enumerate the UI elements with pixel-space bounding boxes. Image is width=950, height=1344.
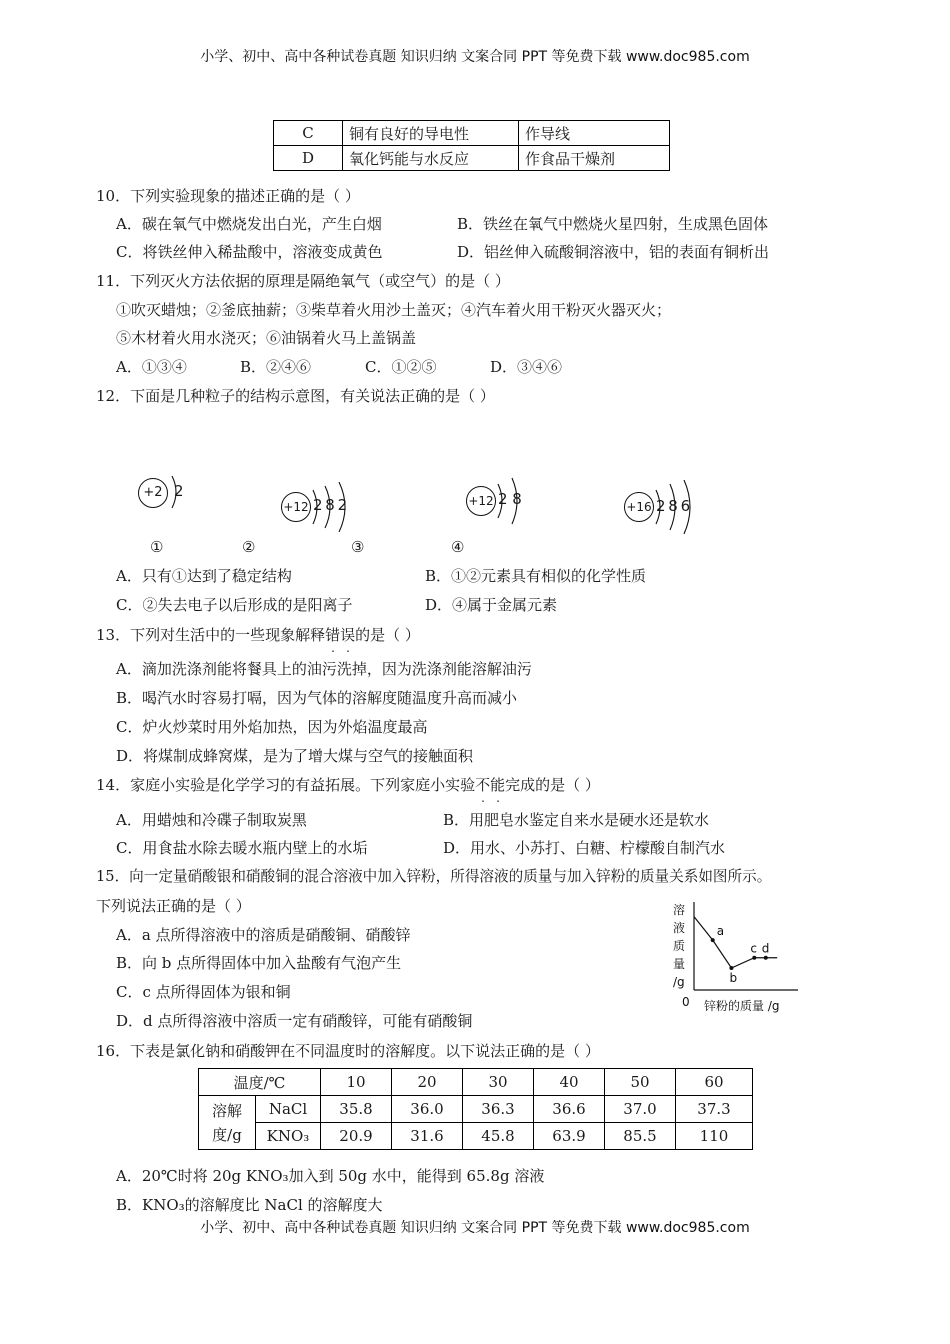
table-cell: 36.3	[463, 1096, 534, 1123]
data-point-d	[764, 956, 768, 960]
q10-option-a: A．碳在氧气中燃烧发出白光，产生白烟	[116, 215, 382, 233]
solubility-label: 溶解度/g	[199, 1096, 256, 1150]
q14-stem-text: 14．家庭小实验是化学学习的有益拓展。下列家庭小实验	[96, 776, 476, 794]
q13-option-c: C．炉火炒菜时用外焰加热，因为外焰温度最高	[116, 718, 428, 736]
x-axis-label: 锌粉的质量 /g	[704, 999, 780, 1013]
table-cell: 60	[676, 1069, 753, 1096]
table-cell: 63.9	[534, 1123, 605, 1150]
table-cell: 作导线	[519, 121, 670, 146]
q14-option-d: D．用水、小苏打、白糖、柠檬酸自制汽水	[443, 839, 726, 857]
table-cell: 10	[321, 1069, 392, 1096]
point-label-b: b	[729, 971, 738, 985]
table-cell: 45.8	[463, 1123, 534, 1150]
table-cell: NaCl	[256, 1096, 321, 1123]
table-cell: 铜有良好的导电性	[343, 121, 519, 146]
emphasis-char: 误	[340, 626, 356, 644]
q14-stem-text: 完成的是（ ）	[505, 776, 600, 794]
q15-stem-line1: 15．向一定量硝酸银和硝酸铜的混合溶液中加入锌粉，所得溶液的质量与加入锌粉的质量关系如图所示。	[96, 868, 772, 885]
table-cell: 35.8	[321, 1096, 392, 1123]
q12-option-a: A．只有①达到了稳定结构	[116, 567, 292, 585]
y-axis-label-char: 液	[673, 921, 686, 935]
q14-option-b: B．用肥皂水鉴定自来水是硬水还是软水	[443, 811, 710, 829]
table-row	[199, 1123, 753, 1150]
point-label-a: a	[716, 924, 725, 939]
nucleus: +12	[466, 486, 496, 516]
table-cell: 50	[605, 1069, 676, 1096]
table-cell: 作食品干燥剂	[519, 146, 670, 171]
table-cell: C	[274, 121, 343, 146]
q13-option-b: B．喝汽水时容易打嗝，因为气体的溶解度随温度升高而减小	[116, 689, 518, 707]
particle-label-4: ④	[451, 538, 465, 556]
particle-label-2: ②	[242, 538, 256, 556]
table-cell: 37.3	[676, 1096, 753, 1123]
table-cell: 37.0	[605, 1096, 676, 1123]
table-cell: 40	[534, 1069, 605, 1096]
page-footer: 小学、初中、高中各种试卷真题 知识归纳 文案合同 PPT 等免费下载 www.doc985.com	[200, 1220, 750, 1236]
q11-option-b: B．②④⑥	[240, 358, 312, 376]
q13-stem	[96, 625, 420, 645]
y-axis-label-char: 溶	[673, 903, 686, 917]
origin-label: 0	[682, 995, 690, 1009]
data-point-c	[752, 956, 756, 960]
table-cell: 氧化钙能与水反应	[343, 146, 519, 171]
q10-option-b: B．铁丝在氧气中燃烧火星四射，生成黑色固体	[457, 215, 769, 233]
y-axis-label-char: 质	[673, 939, 686, 953]
table-cell: 20.9	[321, 1123, 392, 1150]
table-cell: KNO₃	[256, 1123, 321, 1150]
q11-option-c: C．①②⑤	[365, 358, 437, 376]
table-row	[199, 1069, 753, 1096]
y-axis-label-char: 量	[673, 957, 686, 971]
q15-option-a: A．a 点所得溶液中的溶质是硝酸铜、硝酸锌	[116, 926, 411, 944]
electron-counts: 2 8	[498, 490, 522, 508]
q14-option-a: A．用蜡烛和冷碟子制取炭黑	[116, 811, 307, 829]
q11-items-line2: ⑤木材着火用水浇灭；⑥油锅着火马上盖锅盖	[116, 329, 417, 347]
table-cell: D	[274, 146, 343, 171]
point-label-d: d	[761, 941, 770, 956]
nucleus: +2	[138, 478, 168, 508]
q12-option-d: D．④属于金属元素	[425, 596, 558, 614]
q13-stem-text: 13．下列对生活中的一些现象解释	[96, 626, 326, 644]
q15-option-c: C．c 点所得固体为银和铜	[116, 983, 291, 1001]
q15-stem-line2: 下列说法正确的是（ ）	[96, 897, 251, 915]
table-row	[199, 1096, 753, 1123]
data-point-a	[711, 938, 715, 942]
q14-stem	[96, 775, 600, 795]
q13-stem-text: 的是（ ）	[355, 626, 420, 644]
table-row	[274, 146, 670, 171]
table-cell: 85.5	[605, 1123, 676, 1150]
particle-label-1: ①	[150, 538, 164, 556]
q13-option-a: A．滴加洗涤剂能将餐具上的油污洗掉，因为洗涤剂能溶解油污	[116, 660, 532, 678]
table-cell: 30	[463, 1069, 534, 1096]
table-cell: 36.6	[534, 1096, 605, 1123]
electron-counts: 2 8 6	[656, 497, 690, 515]
q11-items-line1: ①吹灭蜡烛；②釜底抽薪；③柴草着火用沙土盖灭；④汽车着火用干粉灭火器灭火；	[116, 301, 672, 319]
q13-option-d: D．将煤制成蜂窝煤，是为了增大煤与空气的接触面积	[116, 747, 474, 765]
emphasis-char: 不	[475, 776, 491, 794]
q12-stem: 12．下面是几种粒子的结构示意图，有关说法正确的是（ ）	[96, 387, 495, 405]
table-cell: 31.6	[392, 1123, 463, 1150]
table-cell: 36.0	[392, 1096, 463, 1123]
q11-option-a: A．①③④	[116, 358, 187, 376]
y-axis-label-char: /g	[673, 975, 685, 989]
q10-option-d: D．铝丝伸入硫酸铜溶液中，铝的表面有铜析出	[457, 243, 770, 261]
q10-option-c: C．将铁丝伸入稀盐酸中，溶液变成黄色	[116, 243, 383, 261]
answer-table	[273, 120, 670, 171]
q16-stem: 16．下表是氯化钠和硝酸钾在不同温度时的溶解度。以下说法正确的是（ ）	[96, 1042, 600, 1060]
emphasis-char: 能	[490, 776, 506, 794]
electron-counts: 2 8 2	[313, 496, 347, 514]
particle-label-3: ③	[351, 538, 365, 556]
solution-mass-chart	[668, 898, 808, 1022]
temp-header: 温度/℃	[199, 1069, 321, 1096]
point-label-c: c	[750, 941, 757, 956]
page-header: 小学、初中、高中各种试卷真题 知识归纳 文案合同 PPT 等免费下载 www.doc985.com	[200, 49, 750, 65]
q12-option-b: B．①②元素具有相似的化学性质	[425, 567, 647, 585]
q15-option-b: B．向 b 点所得固体中加入盐酸有气泡产生	[116, 954, 402, 972]
q11-stem: 11．下列灭火方法依据的原理是隔绝氧气（或空气）的是（ ）	[96, 272, 510, 290]
q10-stem: 10．下列实验现象的描述正确的是（ ）	[96, 187, 360, 205]
nucleus: +16	[624, 492, 654, 522]
solubility-table	[198, 1068, 753, 1150]
nucleus: +12	[281, 492, 311, 522]
data-point-b	[729, 966, 733, 970]
emphasis-char: 错	[325, 626, 341, 644]
table-cell: 20	[392, 1069, 463, 1096]
q12-option-c: C．②失去电子以后形成的是阳离子	[116, 596, 353, 614]
table-cell: 110	[676, 1123, 753, 1150]
table-row	[274, 121, 670, 146]
electron-counts: 2	[174, 482, 184, 500]
q11-option-d: D．③④⑥	[490, 358, 563, 376]
q16-option-a: A．20℃时将 20g KNO₃加入到 50g 水中，能得到 65.8g 溶液	[116, 1167, 545, 1185]
q16-option-b: B．KNO₃的溶解度比 NaCl 的溶解度大	[116, 1196, 383, 1214]
q15-option-d: D．d 点所得溶液中溶质一定有硝酸锌，可能有硝酸铜	[116, 1012, 473, 1030]
q14-option-c: C．用食盐水除去暖水瓶内壁上的水垢	[116, 839, 368, 857]
